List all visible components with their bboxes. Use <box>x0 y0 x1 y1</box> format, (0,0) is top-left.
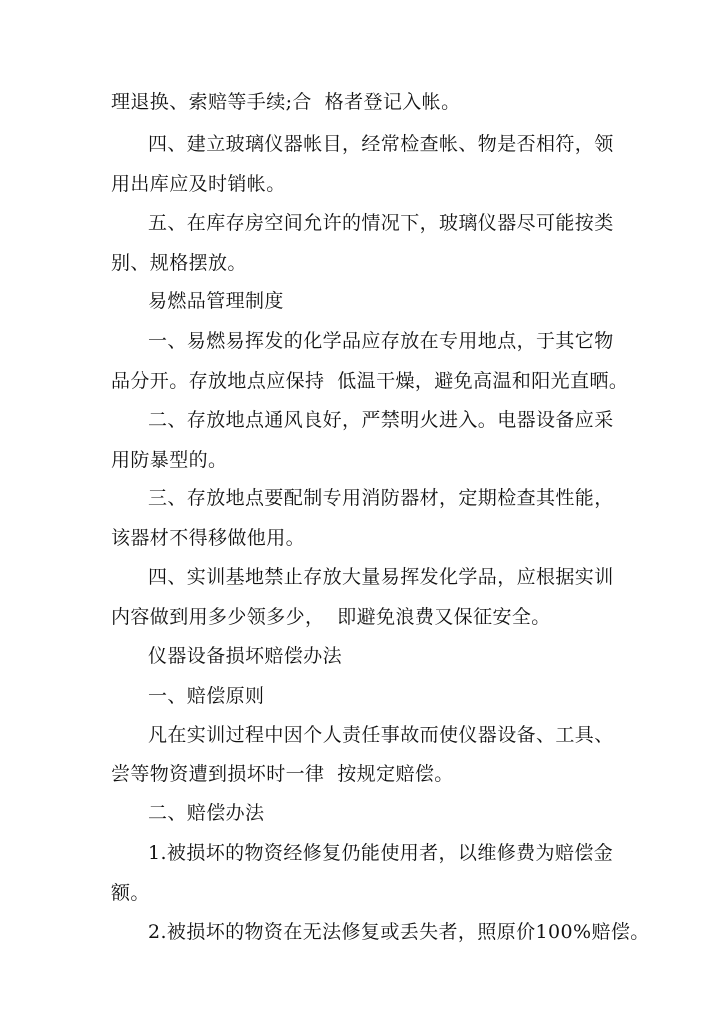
text-line-1: 理退换、索赔等手续;合 格者登记入帐。 <box>111 91 461 113</box>
text-line-11: 三、存放地点要配制专用消防器材，定期检查其性能， <box>148 487 614 509</box>
text-line-10: 用防暴型的。 <box>111 449 228 471</box>
text-line-7: 一、易燃易挥发的化学品应存放在专用地点，于其它物 <box>148 330 614 352</box>
text-line-4: 五、在库存房空间允许的情况下，玻璃仪器尽可能按类 <box>148 212 614 234</box>
text-line-9: 二、存放地点通风良好，严禁明火进入。电器设备应采 <box>148 409 614 431</box>
text-line-5: 别、规格摆放。 <box>111 252 247 274</box>
text-line-3: 用出库应及时销帐。 <box>111 173 286 195</box>
text-line-20: 1.被损坏的物资经修复仍能使用者，以维修费为赔偿金 <box>148 842 614 864</box>
text-line-8: 品分开。存放地点应保持 低温干燥，避免高温和阳光直晒。 <box>111 370 629 392</box>
text-line-13: 四、实训基地禁止存放大量易挥发化学品，应根据实训 <box>148 566 614 588</box>
subheading-methods: 二、赔偿办法 <box>148 802 265 824</box>
subheading-principles: 一、赔偿原则 <box>148 685 265 707</box>
text-line-12: 该器材不得移做他用。 <box>111 527 306 549</box>
text-line-18: 尝等物资遭到损坏时一律 按规定赔偿。 <box>111 763 454 785</box>
section-heading-compensation: 仪器设备损坏赔偿办法 <box>148 645 343 667</box>
text-line-14: 内容做到用多少领多少， 即避免浪费又保征安全。 <box>111 606 551 628</box>
text-line-2: 四、建立玻璃仪器帐目，经常检查帐、物是否相符，领 <box>148 133 614 155</box>
text-line-17: 凡在实训过程中因个人责任事故而使仪器设备、工具、 <box>148 724 614 746</box>
text-line-22: 2.被损坏的物资在无法修复或丢失者，照原价100%赔偿。 <box>148 921 650 943</box>
section-heading-flammables: 易燃品管理制度 <box>148 290 284 312</box>
text-line-21: 额。 <box>111 882 150 904</box>
